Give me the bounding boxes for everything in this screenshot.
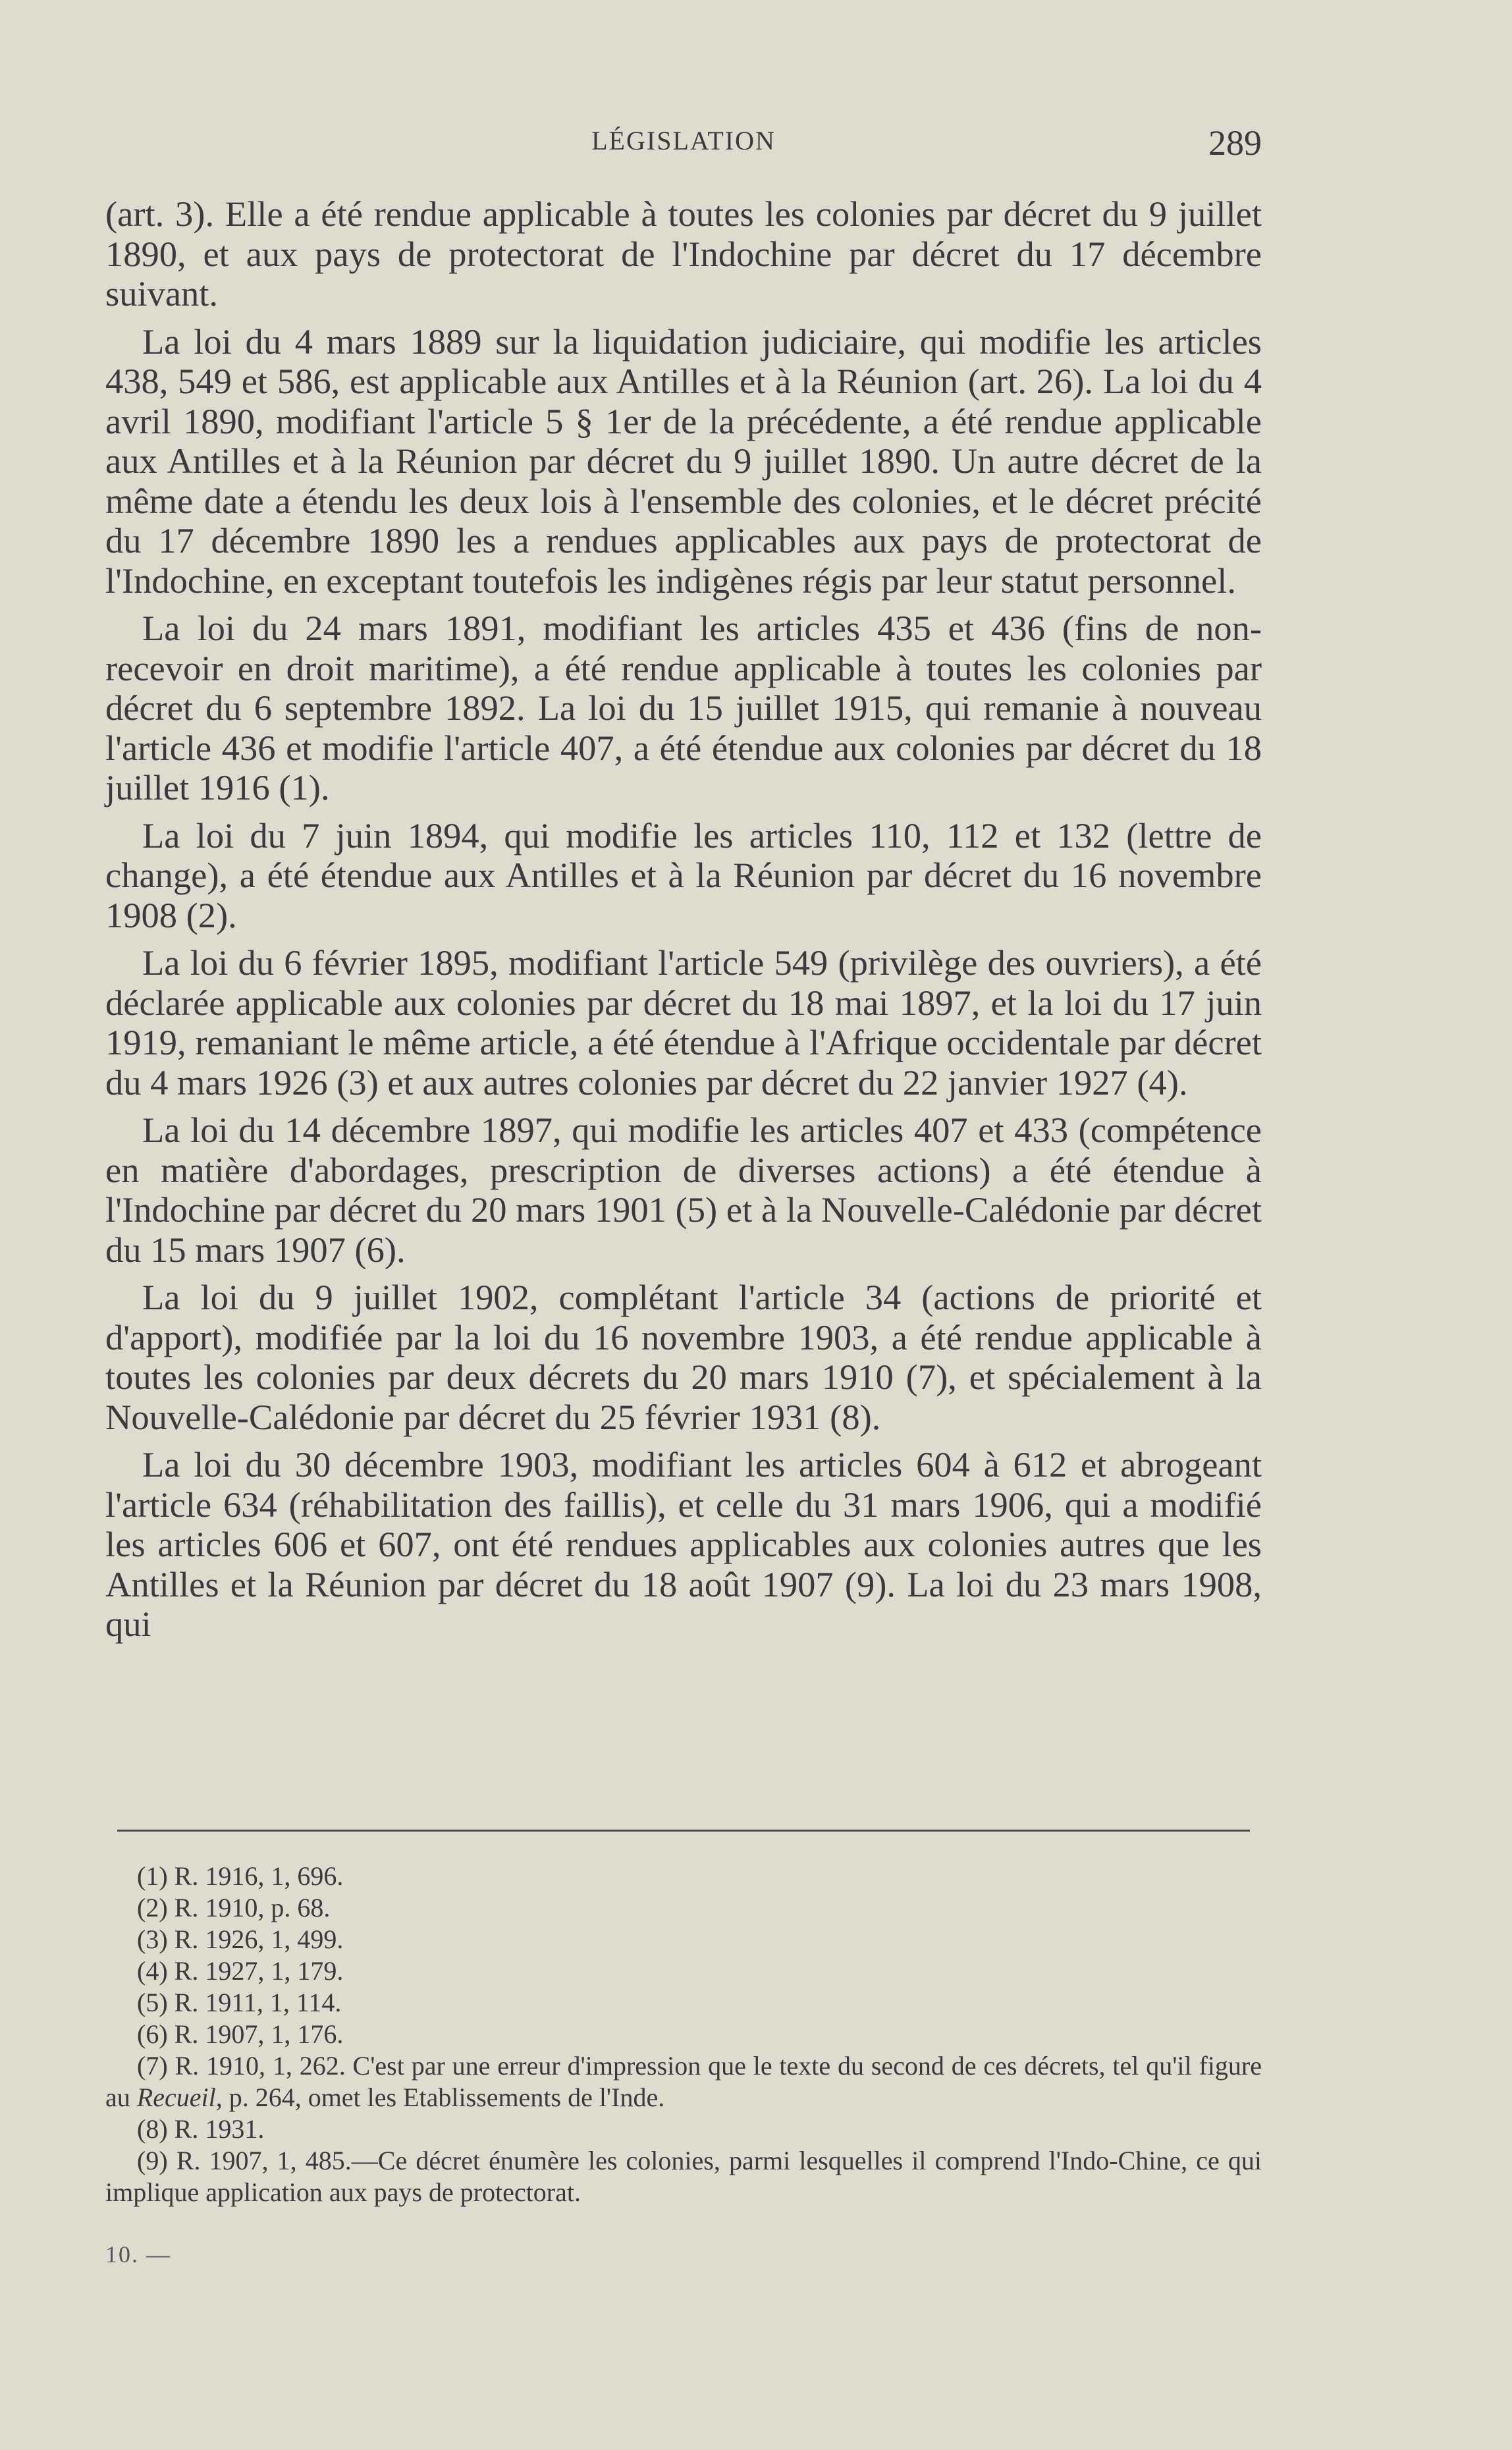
footnote-7-text: (7) R. 1910, 1, 262. C'est par une erreur d'impression que le texte du second de ces décrets, tel qu'il figure au: [105, 2051, 1262, 2112]
footnote: (1) R. 1916, 1, 696.: [137, 1861, 344, 1891]
footnote-7: [105, 2050, 1262, 2113]
page-number: 289: [1208, 123, 1262, 163]
running-title: LÉGISLATION: [591, 126, 776, 155]
footnote: (9) R. 1907, 1, 485.—Ce décret énumère les colonies, parmi lesquelles il comprend l'Indo-Chine, ce qui implique application aux pays de protectorat.: [105, 2146, 1262, 2207]
paragraph: La loi du 9 juillet 1902, complétant l'article 34 (actions de priorité et d'apport), modifiée par la loi du 16 novembre 1903, a été rendue applicable à toutes les colonies par deux décrets du 20 mars 1910 (7), et spécialement à la Nouvelle-Calédonie par décret du 25 février 1931 (8).: [105, 1277, 1262, 1437]
footnote: (8) R. 1931.: [137, 2114, 265, 2144]
paragraph: La loi du 24 mars 1891, modifiant les articles 435 et 436 (fins de non-recevoir en droit maritime), a été rendue applicable à toutes les colonies par décret du 6 septembre 1892. La loi du 15 juillet 1915, qui remanie à nouveau l'article 436 et modifie l'article 407, a été étendue aux colonies par décret du 18 juillet 1916 (1).: [105, 608, 1262, 807]
paragraph: (art. 3). Elle a été rendue applicable à toutes les colonies par décret du 9 juillet 1890, et aux pays de protectorat de l'Indochine par décret du 17 décembre suivant.: [105, 194, 1262, 313]
footnote: (3) R. 1926, 1, 499.: [137, 1924, 344, 1954]
footnote: (4) R. 1927, 1, 179.: [137, 1956, 344, 1986]
paragraph: La loi du 4 mars 1889 sur la liquidation judiciaire, qui modifie les articles 438, 549 et 586, est applicable aux Antilles et à la Réunion (art. 26). La loi du 4 avril 1890, modifiant l'article 5 § 1er de la précédente, a été rendue applicable aux Antilles et à la Réunion par décret du 9 juillet 1890. Un autre décret de la même date a étendu les deux lois à l'ensemble des colonies, et le décret précité du 17 décembre 1890 les a rendues applicables aux pays de protectorat de l'Indochine, en exceptant toutefois les indigènes régis par leur statut personnel.: [105, 321, 1262, 601]
footnote: (5) R. 1911, 1, 114.: [137, 1988, 342, 2017]
paragraph: La loi du 30 décembre 1903, modifiant les articles 604 à 612 et abrogeant l'article 634 (réhabilitation des faillis), et celle du 31 mars 1906, qui a modifié les articles 606 et 607, ont été rendues applicables aux colonies autres que les Antilles et la Réunion par décret du 18 août 1907 (9). La loi du 23 mars 1908, qui: [105, 1444, 1262, 1644]
body-text: [105, 194, 1262, 1652]
footnotes: [105, 1861, 1262, 2208]
paragraph: La loi du 14 décembre 1897, qui modifie les articles 407 et 433 (compétence en matière d'abordages, prescription de diverses actions) a été étendue à l'Indochine par décret du 20 mars 1901 (5) et à la Nouvelle-Calédonie par décret du 15 mars 1907 (6).: [105, 1110, 1262, 1270]
footnote-7-text-end: , p. 264, omet les Etablissements de l'Inde.: [215, 2082, 665, 2112]
footnote: (6) R. 1907, 1, 176.: [137, 2019, 344, 2049]
paragraph: La loi du 7 juin 1894, qui modifie les articles 110, 112 et 132 (lettre de change), a été étendue aux Antilles et à la Réunion par décret du 16 novembre 1908 (2).: [105, 815, 1262, 935]
footnote-7-italic: Recueil: [136, 2082, 216, 2112]
footnote-separator: [117, 1830, 1250, 1832]
page-header: [105, 122, 1262, 162]
footnote: (2) R. 1910, p. 68.: [137, 1893, 331, 1922]
signature-mark: 10. —: [105, 2241, 171, 2268]
paragraph: La loi du 6 février 1895, modifiant l'article 549 (privilège des ouvriers), a été déclarée applicable aux colonies par décret du 18 mai 1897, et la loi du 17 juin 1919, remaniant le même article, a été étendue à l'Afrique occidentale par décret du 4 mars 1926 (3) et aux autres colonies par décret du 22 janvier 1927 (4).: [105, 942, 1262, 1102]
